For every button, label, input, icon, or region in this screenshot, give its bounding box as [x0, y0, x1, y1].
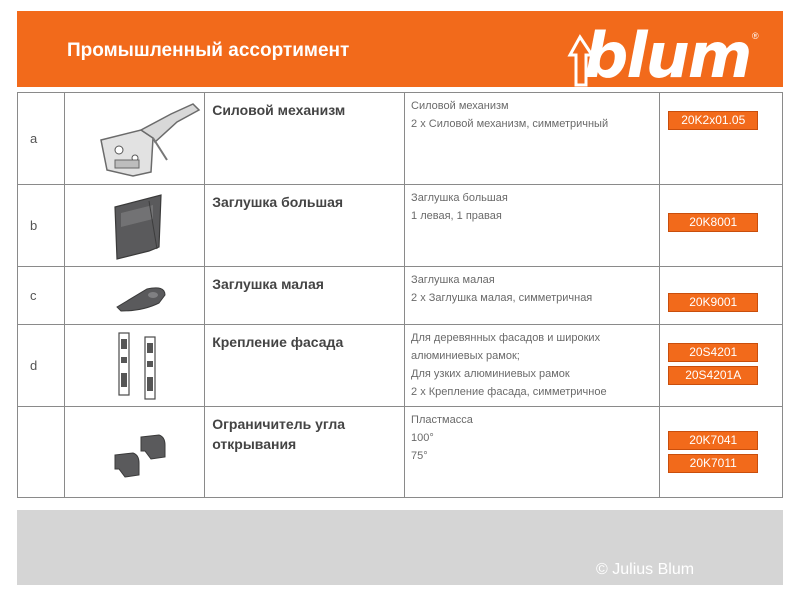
product-code-badge: 20K7041: [668, 431, 758, 450]
product-code-badge: 20K7011: [668, 454, 758, 473]
product-code-badge: 20K9001: [668, 293, 758, 312]
product-description: [405, 325, 660, 407]
product-codes: [660, 407, 783, 498]
power-mechanism-icon: [93, 98, 203, 178]
header-bar: [17, 11, 783, 92]
product-code-badge: 20S4201A: [668, 366, 758, 385]
table-row: [18, 93, 783, 185]
product-code-badge: 20S4201: [668, 343, 758, 362]
product-codes: [660, 267, 783, 325]
blum-logo: [562, 19, 772, 92]
description-line: Силовой механизм: [411, 100, 509, 112]
description-line: Заглушка большая: [411, 192, 508, 204]
row-letter: d: [18, 325, 65, 407]
product-name: Заглушка малая: [205, 267, 405, 325]
description-line: 2 x Заглушка малая, симметричная: [411, 292, 593, 304]
row-letter: b: [18, 185, 65, 267]
product-name: Заглушка большая: [205, 185, 405, 267]
product-codes: [660, 325, 783, 407]
product-image-cell: [65, 185, 205, 267]
description-line: Пластмасса: [411, 414, 473, 426]
description-line: 2 x Крепление фасада, симметричное: [411, 386, 607, 398]
row-letter: a: [18, 93, 65, 185]
product-image-cell: [65, 93, 205, 185]
table-row: [18, 185, 783, 267]
opening-angle-stop-icon: [111, 433, 171, 483]
row-letter: [18, 407, 65, 498]
copyright-text: © Julius Blum: [596, 561, 695, 578]
description-line: Заглушка малая: [411, 274, 495, 286]
description-line: Для узких алюминиевых рамок: [411, 368, 570, 380]
table-row: [18, 267, 783, 325]
product-codes: [660, 93, 783, 185]
logo-wordmark: blum: [584, 19, 751, 92]
product-table: [17, 92, 783, 498]
page-title: Промышленный ассортимент: [67, 40, 350, 61]
description-line: 1 левая, 1 правая: [411, 210, 502, 222]
product-image-cell: [65, 267, 205, 325]
description-line: 75°: [411, 450, 428, 462]
description-line: 100°: [411, 432, 434, 444]
product-description: [405, 185, 660, 267]
product-image-cell: [65, 407, 205, 498]
product-description: [405, 93, 660, 185]
registered-mark: ®: [752, 31, 759, 41]
product-name: Крепление фасада: [205, 325, 405, 407]
product-image-cell: [65, 325, 205, 407]
row-letter: c: [18, 267, 65, 325]
product-code-badge: 20K2x01.05: [668, 111, 758, 130]
table-row: [18, 407, 783, 498]
product-name: Силовой механизм: [205, 93, 405, 185]
front-fixing-bracket-icon: [115, 331, 165, 403]
large-cover-cap-icon: [109, 193, 169, 263]
product-description: [405, 407, 660, 498]
product-codes: [660, 185, 783, 267]
table-row: [18, 325, 783, 407]
small-cover-cap-icon: [113, 283, 173, 313]
product-description: [405, 267, 660, 325]
description-line: Для деревянных фасадов и широких алюминиевых рамок;: [411, 332, 601, 362]
product-code-badge: 20K8001: [668, 213, 758, 232]
product-name: Ограничитель угла открывания: [205, 407, 405, 498]
description-line: 2 x Силовой механизм, симметричный: [411, 118, 609, 130]
